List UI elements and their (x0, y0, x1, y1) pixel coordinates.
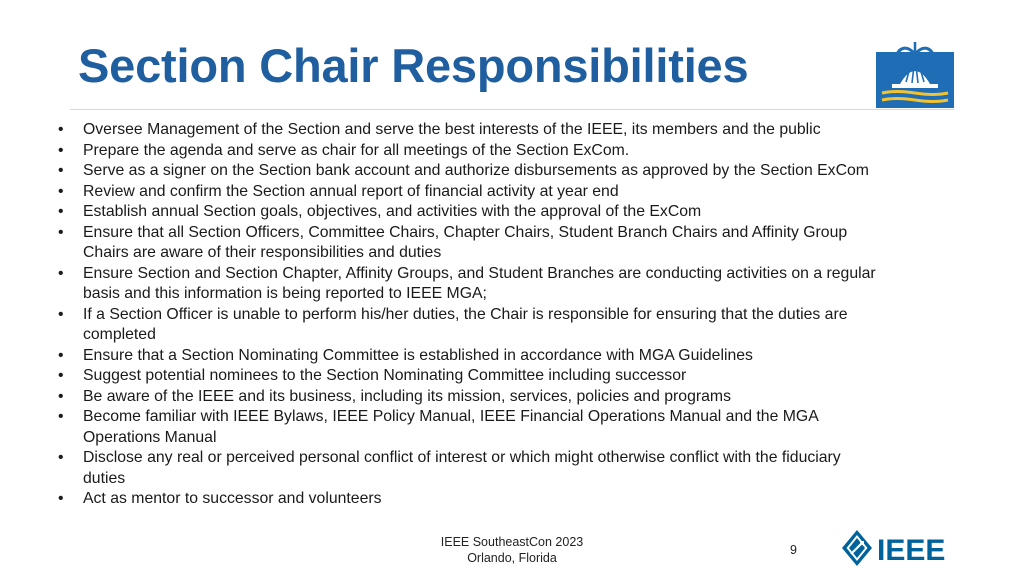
list-item-text-line: Operations Manual (83, 428, 217, 446)
list-item (58, 387, 958, 408)
ieee-logo (839, 527, 959, 569)
list-item (58, 264, 958, 305)
bullet-icon: • (58, 264, 64, 282)
responsibilities-list (58, 120, 958, 510)
list-item-text-line: Oversee Management of the Section and serve the best interests of the IEEE, its members and the public (83, 121, 821, 138)
list-item-text-line: Chairs are aware of their responsibilities and duties (83, 244, 442, 261)
bullet-icon: • (58, 490, 64, 507)
list-item (58, 202, 958, 223)
bullet-icon: • (58, 141, 64, 159)
bullet-icon: • (58, 182, 64, 200)
list-item (58, 161, 958, 182)
footer-location: Orlando, Florida (467, 551, 557, 565)
footer-conference-name: IEEE SoutheastCon 2023 (440, 535, 584, 549)
list-item-text-line: Establish annual Section goals, objectives, and activities with the approval of the ExCom (83, 203, 702, 220)
list-item (58, 141, 958, 162)
list-item-text-line: Ensure that all Section Officers, Committee Chairs, Chapter Chairs, Student Branch Chairs and Affinity Group (83, 223, 848, 241)
bullet-icon: • (58, 121, 64, 138)
bullet-icon: • (58, 346, 64, 364)
footer-conference-info (412, 534, 612, 566)
list-item-text-line: Disclose any real or perceived personal conflict of interest or which might otherwise conflict with the fiduciary (83, 449, 841, 466)
list-item-text-line: Review and confirm the Section annual report of financial activity at year end (83, 182, 619, 200)
list-item-text-line: duties (83, 469, 126, 487)
page-number: 9 (790, 543, 797, 557)
bullet-icon: • (58, 408, 64, 425)
list-item (58, 448, 958, 489)
list-item-text-line: Serve as a signer on the Section bank account and authorize disbursements as approved by the Section ExCom (83, 162, 869, 179)
list-item (58, 182, 958, 203)
list-item-text-line: Act as mentor to successor and volunteers (83, 490, 382, 507)
list-item-text-line: Be aware of the IEEE and its business, including its mission, services, policies and programs (83, 387, 731, 405)
bullet-icon: • (58, 367, 64, 384)
bullet-icon: • (58, 449, 64, 466)
bullet-icon: • (58, 305, 64, 323)
ieee-wordmark: IEEE (877, 534, 946, 567)
list-item-text-line: If a Section Officer is unable to perform his/her duties, the Chair is responsible for ensuring that the duties are (83, 305, 848, 323)
southeastcon-fountain-logo (876, 38, 954, 108)
title-divider (70, 109, 954, 110)
list-item-text-line: Become familiar with IEEE Bylaws, IEEE Policy Manual, IEEE Financial Operations Manual and the MGA (83, 408, 819, 425)
list-item-text-line: Ensure Section and Section Chapter, Affinity Groups, and Student Branches are conducting activities on a regular (83, 264, 876, 282)
bullet-icon: • (58, 162, 64, 179)
ieee-diamond-icon (842, 530, 872, 566)
slide-title: Section Chair Responsibilities (78, 39, 749, 92)
list-item-text-line: Prepare the agenda and serve as chair for all meetings of the Section ExCom. (83, 141, 630, 159)
list-item (58, 223, 958, 264)
bullet-icon: • (58, 203, 64, 220)
list-item (58, 489, 958, 510)
list-item-text-line: Ensure that a Section Nominating Committee is established in accordance with MGA Guidelines (83, 346, 753, 364)
bullet-icon: • (58, 223, 64, 241)
list-item (58, 346, 958, 367)
list-item-text-line: basis and this information is being reported to IEEE MGA; (83, 285, 487, 302)
list-item (58, 305, 958, 346)
list-item (58, 120, 958, 141)
fountain-base (892, 84, 938, 88)
list-item-text-line: completed (83, 326, 156, 343)
list-item (58, 407, 958, 448)
bullet-icon: • (58, 387, 64, 405)
list-item-text-line: Suggest potential nominees to the Section Nominating Committee including successor (83, 367, 687, 384)
list-item (58, 366, 958, 387)
